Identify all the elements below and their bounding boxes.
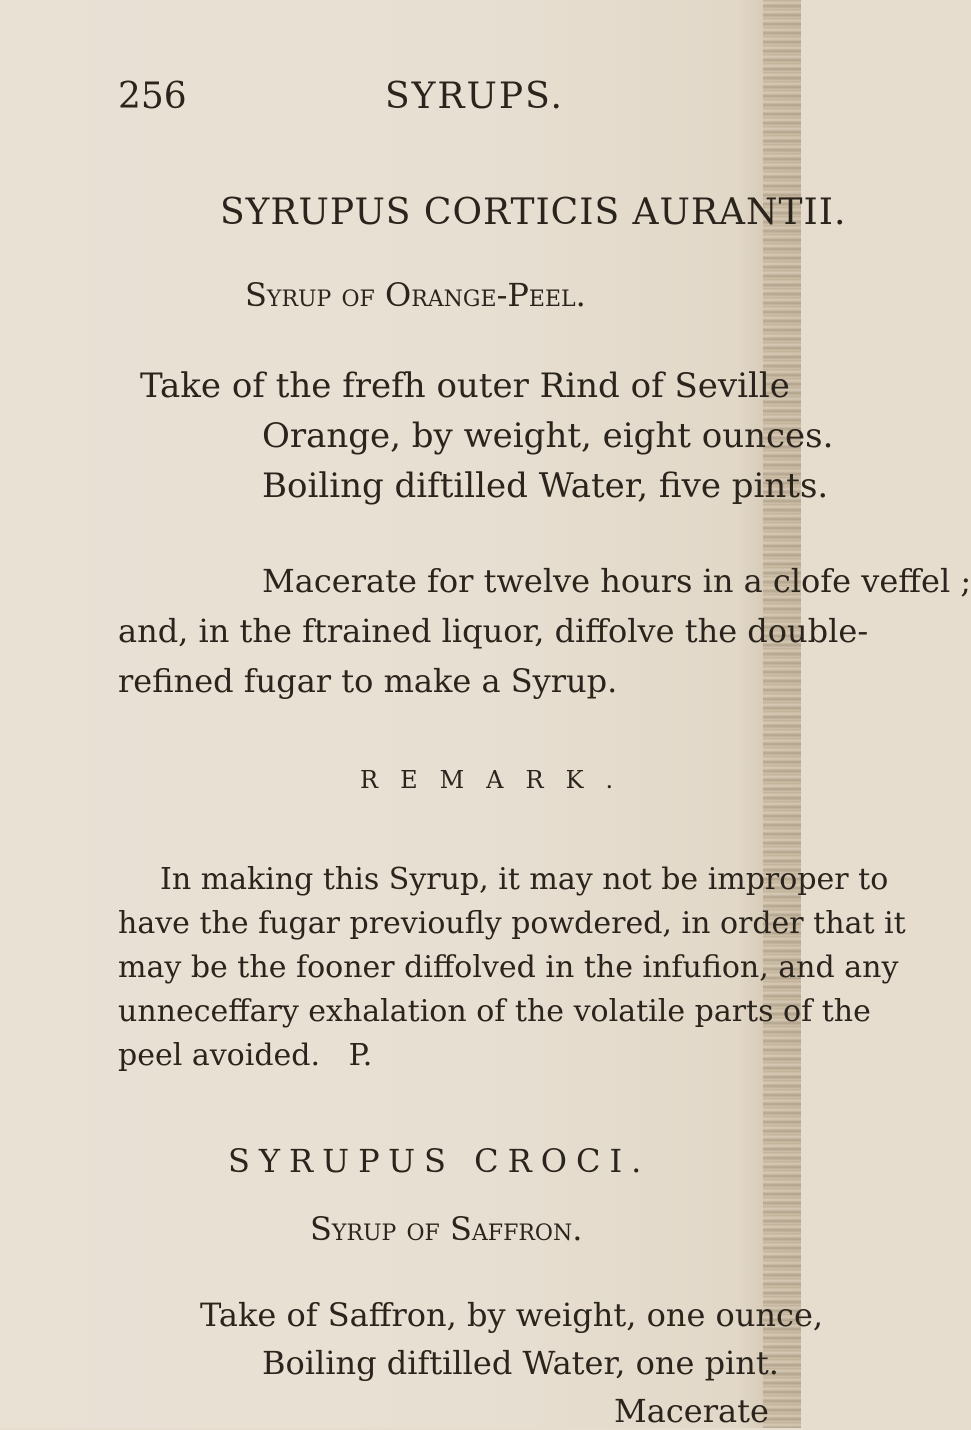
direction-line: refined fugar to make a Syrup. [118, 662, 618, 700]
recipe-english-title: Syrup of Orange-Peel. [245, 276, 586, 314]
page-number: 256 [118, 76, 187, 117]
recipe-english-title: Syrup of Saffron. [310, 1210, 583, 1248]
remark-heading: REMARK. [360, 766, 636, 794]
ingredient-line: Orange, by weight, eight ounces. [262, 416, 834, 456]
ingredient-line: Boiling diftilled Water, five pints. [262, 466, 829, 506]
remark-line: peel avoided. P. [118, 1038, 373, 1073]
direction-line: Macerate for twelve hours in a clofe veffel ; [262, 562, 971, 600]
ingredient-line: Take of Saffron, by weight, one ounce, [200, 1296, 824, 1334]
remark-line: have the fugar previoufly powdered, in order that it [118, 906, 906, 941]
remark-line: In making this Syrup, it may not be improper to [160, 862, 889, 897]
ingredient-line: Take of the frefh outer Rind of Seville [140, 366, 790, 406]
catchword: Macerate [614, 1392, 769, 1430]
direction-line: and, in the ftrained liquor, diffolve the double- [118, 612, 869, 650]
remark-line: may be the fooner diffolved in the infufion, and any [118, 950, 899, 985]
recipe-latin-title: SYRUPUS CROCI. [228, 1142, 651, 1180]
ingredient-line: Boiling diftilled Water, one pint. [262, 1344, 779, 1382]
running-title: SYRUPS. [385, 76, 564, 117]
remark-line: unneceffary exhalation of the volatile parts of the [118, 994, 871, 1029]
recipe-latin-title: SYRUPUS CORTICIS AURANTII. [220, 192, 847, 233]
